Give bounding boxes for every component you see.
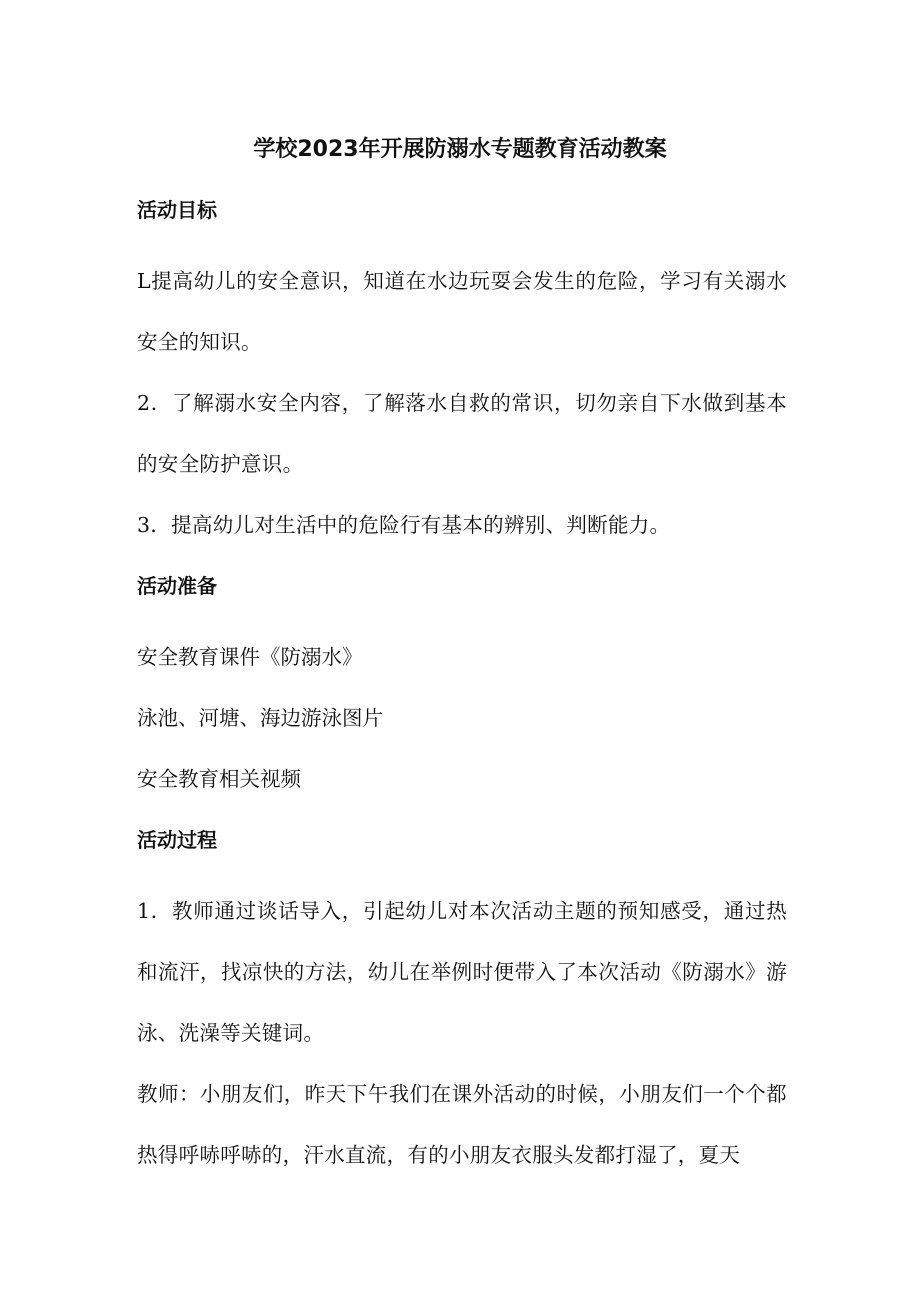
document-body (137, 190, 787, 1186)
section-heading-preparation: 活动准备 (137, 574, 217, 598)
section-process (137, 820, 787, 1186)
goal-item-3: 3．提高幼儿对生活中的危险行有基本的辨别、判断能力。 (137, 513, 671, 537)
process-item-1: 1．教师通过谈话导入，引起幼儿对本次活动主题的预知感受，通过热和流汗，找凉快的方法，幼儿在举例时便带入了本次活动《防溺水》游泳、洗澡等关键词。 (137, 899, 787, 1045)
section-heading-process: 活动过程 (137, 828, 217, 852)
section-heading-goals: 活动目标 (137, 198, 217, 222)
goal-item-1: L提高幼儿的安全意识，知道在水边玩耍会发生的危险，学习有关溺水安全的知识。 (137, 269, 787, 354)
process-item-2: 教师：小朋友们，昨天下午我们在课外活动的时候，小朋友们一个个都热得呼哧呼哧的，汗水直流，有的小朋友衣服头发都打湿了，夏天 (137, 1082, 787, 1167)
preparation-item-1: 安全教育课件《防溺水》 (137, 645, 363, 669)
preparation-item-2: 泳池、河塘、海边游泳图片 (137, 706, 383, 730)
preparation-item-3: 安全教育相关视频 (137, 767, 301, 791)
goal-item-2: 2．了解溺水安全内容，了解落水自救的常识，切勿亲自下水做到基本的安全防护意识。 (137, 391, 787, 476)
section-preparation (137, 566, 787, 810)
document-title: 学校2023年开展防溺水专题教育活动教案 (253, 137, 667, 162)
section-goals (137, 190, 787, 556)
